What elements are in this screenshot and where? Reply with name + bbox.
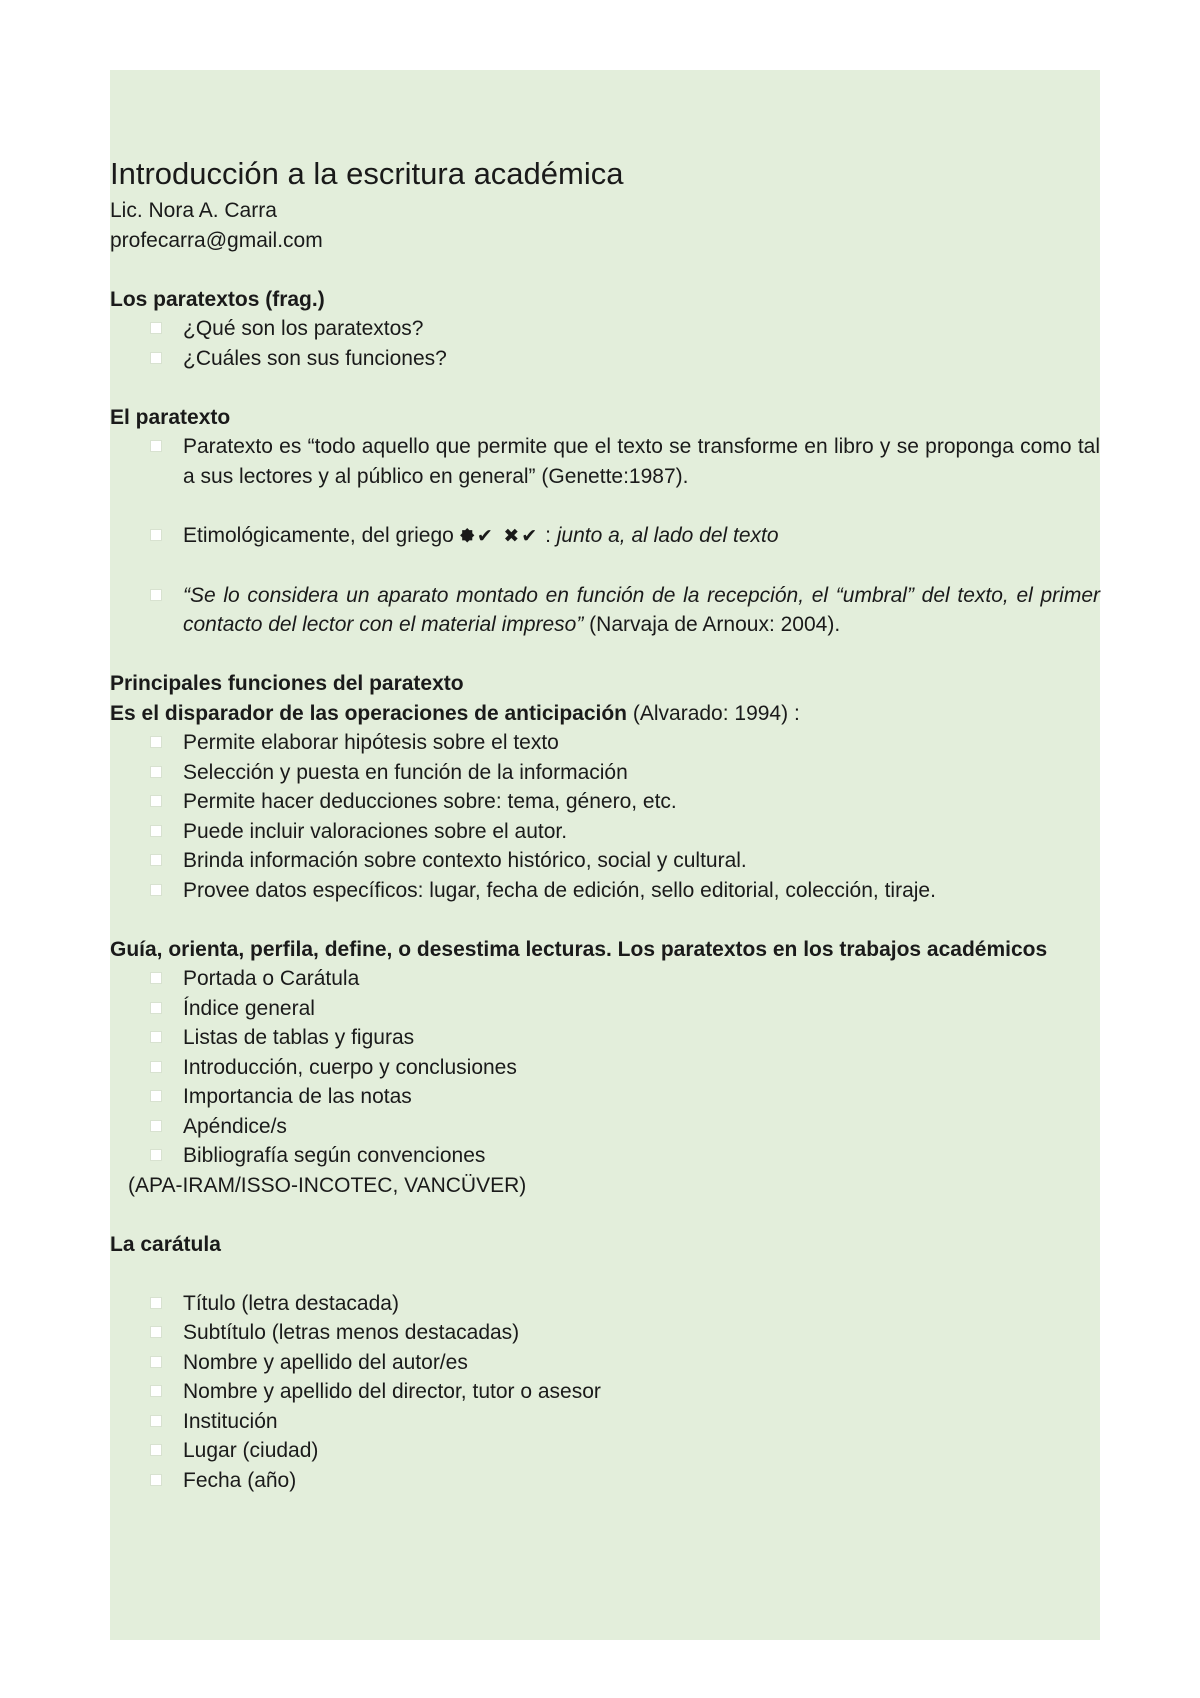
list-item: Subtítulo (letras menos destacadas) bbox=[110, 1318, 1100, 1348]
etymology-item bbox=[110, 521, 1100, 552]
section-heading-el-paratexto: El paratexto bbox=[110, 405, 231, 429]
list-item: Selección y puesta en función de la información bbox=[110, 758, 1100, 788]
list-item: Lugar (ciudad) bbox=[110, 1436, 1100, 1466]
funciones-list bbox=[110, 728, 1100, 905]
list-item: Permite elaborar hipótesis sobre el texto bbox=[110, 728, 1100, 758]
list-item: Apéndice/s bbox=[110, 1112, 1100, 1142]
etymology-prefix: Etimológicamente, del griego bbox=[183, 523, 460, 547]
list-item: Permite hacer deducciones sobre: tema, género, etc. bbox=[110, 787, 1100, 817]
trabajos-list bbox=[110, 964, 1100, 1171]
document-page bbox=[110, 70, 1100, 1640]
caratula-list bbox=[110, 1289, 1100, 1496]
quote-reference: (Narvaja de Arnoux: 2004). bbox=[583, 613, 841, 636]
list-item: Listas de tablas y figuras bbox=[110, 1023, 1100, 1053]
document-title: Introducción a la escritura académica bbox=[110, 156, 624, 191]
author-email: profecarra@gmail.com bbox=[110, 228, 323, 252]
list-item: ¿Qué son los paratextos? bbox=[110, 314, 1100, 344]
etymology-colon: : bbox=[539, 523, 557, 547]
definition-item: Paratexto es “todo aquello que permite que el texto se transforme en libro y se proponga como tal a sus lectores y al público en general” (Genette:1987). bbox=[110, 432, 1100, 491]
document-content bbox=[110, 155, 1100, 1495]
quote-item bbox=[110, 581, 1100, 640]
list-item: Introducción, cuerpo y conclusiones bbox=[110, 1053, 1100, 1083]
list-item: Institución bbox=[110, 1407, 1100, 1437]
list-item: Provee datos específicos: lugar, fecha de edición, sello editorial, colección, tiraje. bbox=[110, 876, 1100, 906]
section-heading-trabajos: Guía, orienta, perfila, define, o desestima lecturas. Los paratextos en los trabajos académicos bbox=[110, 937, 1048, 961]
section-heading-funciones: Principales funciones del paratexto bbox=[110, 672, 464, 695]
author-name: Lic. Nora A. Carra bbox=[110, 199, 277, 222]
etymology-meaning: junto a, al lado del texto bbox=[556, 523, 779, 547]
list-item: Importancia de las notas bbox=[110, 1082, 1100, 1112]
list-item: Fecha (año) bbox=[110, 1466, 1100, 1496]
subheading-citation: (Alvarado: 1994) : bbox=[627, 701, 800, 725]
subheading-bold: Es el disparador de las operaciones de anticipación bbox=[110, 701, 628, 725]
list-item: ¿Cuáles son sus funciones? bbox=[110, 344, 1100, 374]
list-item: Nombre y apellido del autor/es bbox=[110, 1348, 1100, 1378]
list-item: Brinda información sobre contexto histórico, social y cultural. bbox=[110, 846, 1100, 876]
questions-list bbox=[110, 314, 1100, 373]
greek-word: 🟐✔ ✖✔ bbox=[459, 524, 540, 547]
conventions-note: (APA-IRAM/ISSO-INCOTEC, VANCÜVER) bbox=[128, 1173, 527, 1197]
list-item: Título (letra destacada) bbox=[110, 1289, 1100, 1319]
paratexto-list bbox=[110, 432, 1100, 640]
list-item: Bibliografía según convenciones bbox=[110, 1141, 1100, 1171]
section-heading-paratextos: Los paratextos (frag.) bbox=[110, 287, 325, 311]
list-item: Índice general bbox=[110, 994, 1100, 1024]
section-heading-caratula: La carátula bbox=[110, 1232, 221, 1256]
list-item: Portada o Carátula bbox=[110, 964, 1100, 994]
list-item: Puede incluir valoraciones sobre el autor. bbox=[110, 817, 1100, 847]
quote-text: “Se lo considera un aparato montado en función de la recepción, el “umbral” del texto, el primer contacto del lector con el material impreso” bbox=[183, 583, 1100, 636]
subheading-anticipacion bbox=[110, 699, 1100, 729]
list-item: Nombre y apellido del director, tutor o asesor bbox=[110, 1377, 1100, 1407]
